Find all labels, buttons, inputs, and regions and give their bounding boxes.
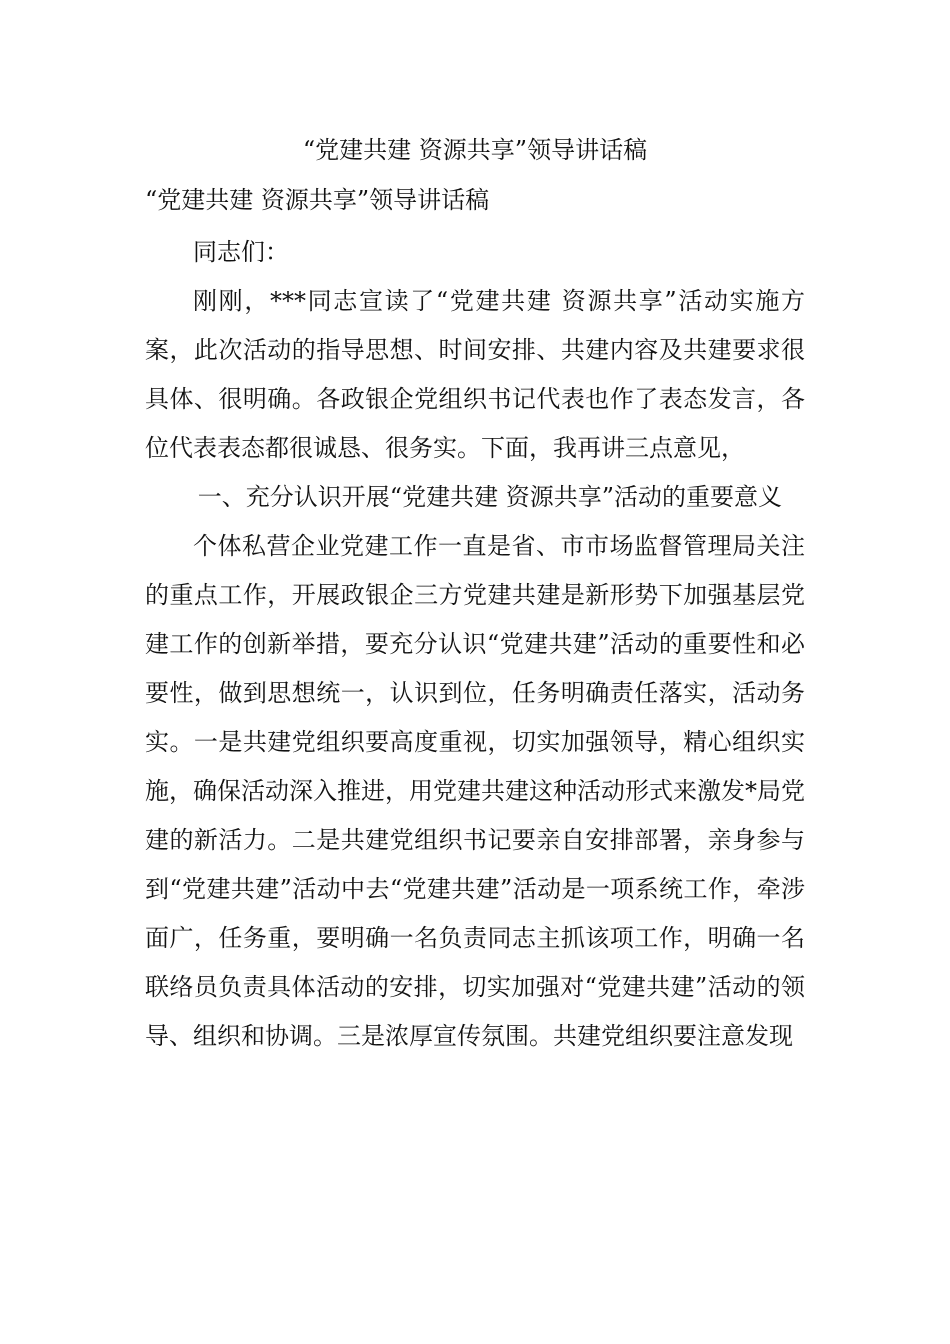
document-subtitle: “党建共建 资源共享”领导讲话稿 [145,186,490,214]
salutation-paragraph: 同志们： [193,238,289,266]
section-heading: 一、充分认识开展“党建共建 资源共享”活动的重要意义 [197,483,782,511]
body-paragraph: 个体私营企业党建工作一直是省、市市场监督管理局关注的重点工作，开展政银企三方党建共建是新形势下加强基层党建工作的创新举措，要充分认识“党建共建”活动的重要性和必要性，做到思想统一，认识到位，任务明确责任落实，活动务实。一是共建党组织要高度重视，切实加强领导，精心组织实施，确保活动深入推进，用党建共建这种活动形式来激发*局党建的新活力。二是共建党组织书记要亲自安排部署，亲身参与到“党建共建”活动中去“党建共建”活动是一项系统工作，牵涉面广，任务重，要明确一名负责同志主抓该项工作，明确一名联络员负责具体活动的安排，切实加强对“党建共建”活动的领导、组织和协调。三是浓厚宣传氛围。共建党组织要注意发现 [145,532,805,1050]
document-body [145,228,805,1061]
intro-paragraph: 刚刚，***同志宣读了“党建共建 资源共享”活动实施方案，此次活动的指导思想、时间安排、共建内容及共建要求很具体、很明确。各政银企党组织书记代表也作了表态发言，各位代表表态都很诚恳、很务实。下面，我再讲三点意见， [145,287,805,462]
document-title: “党建共建 资源共享”领导讲话稿 [302,136,648,164]
